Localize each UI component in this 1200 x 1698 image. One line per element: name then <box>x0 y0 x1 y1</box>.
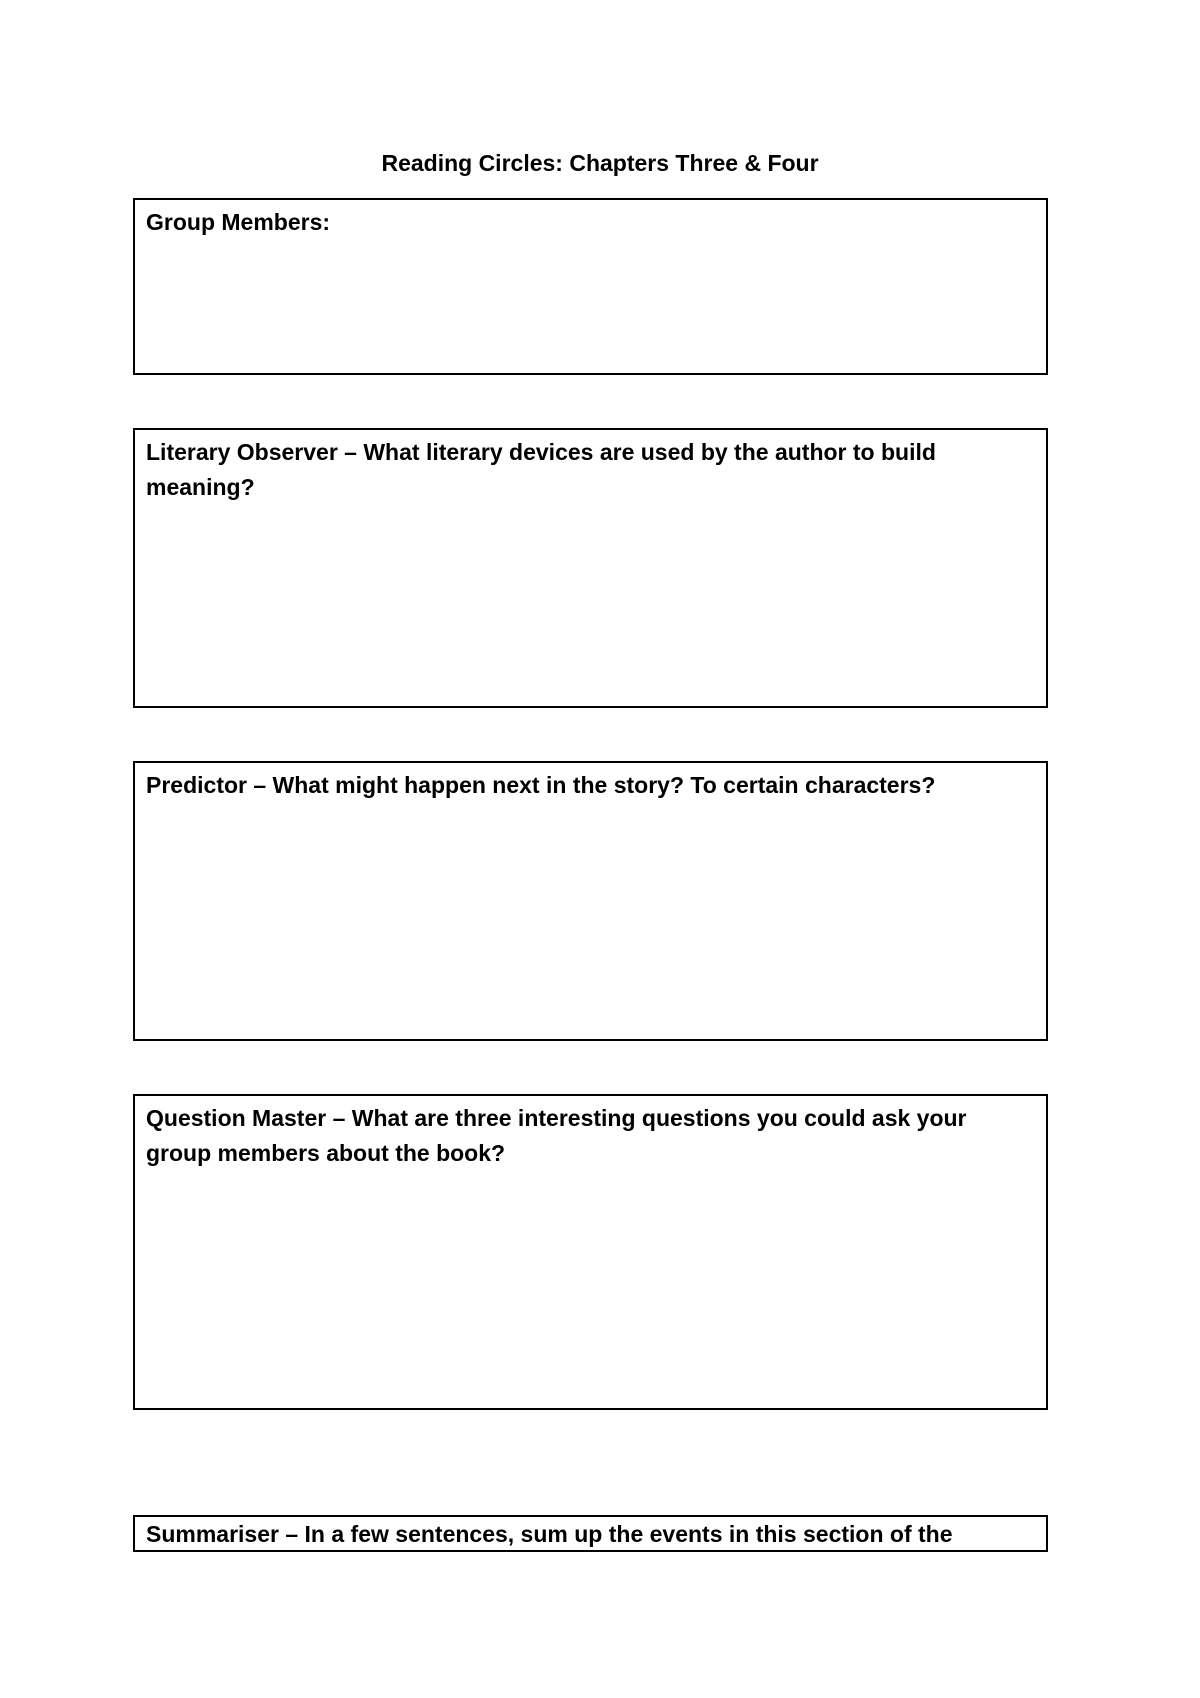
predictor-label: Predictor – What might happen next in the story? To certain characters? <box>146 772 936 798</box>
summariser-label: Summariser – In a few sentences, sum up the events in this section of the <box>146 1521 953 1547</box>
literary-observer-label: Literary Observer – What literary devices are used by the author to build meaning? <box>146 439 936 500</box>
group-members-label: Group Members: <box>146 209 331 235</box>
question-master-box[interactable] <box>133 1094 1048 1410</box>
literary-observer-box[interactable] <box>133 428 1048 708</box>
summariser-box[interactable] <box>133 1515 1048 1552</box>
page-title: Reading Circles: Chapters Three & Four <box>381 150 819 176</box>
group-members-box[interactable] <box>133 198 1048 375</box>
question-master-label: Question Master – What are three interesting questions you could ask your group members about the book? <box>146 1105 967 1166</box>
predictor-box[interactable] <box>133 761 1048 1041</box>
